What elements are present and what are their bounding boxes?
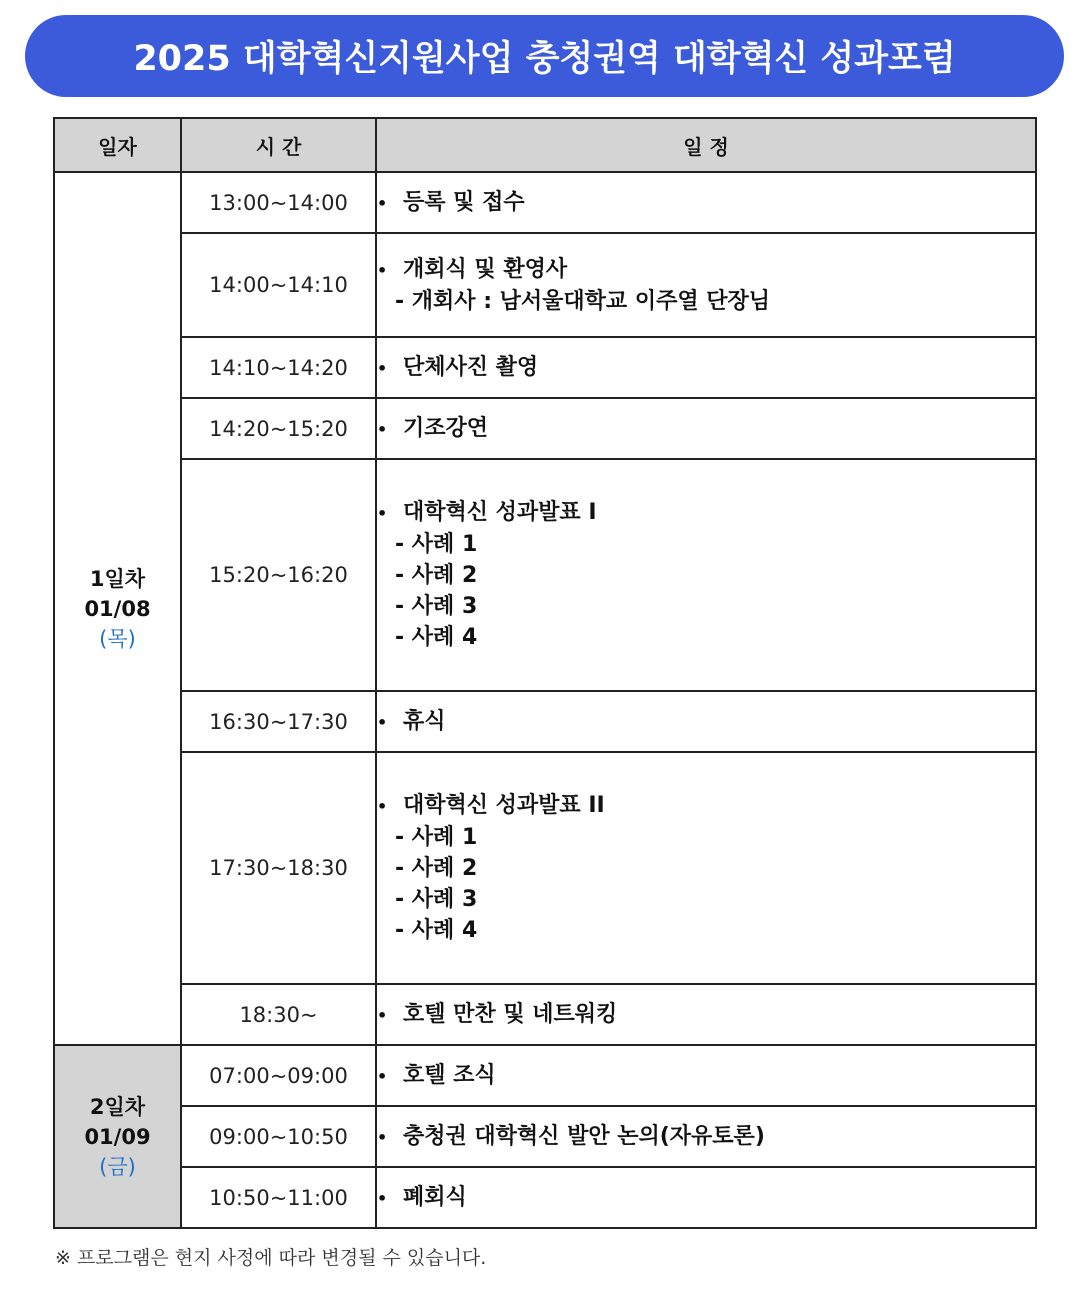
bullet-icon: • bbox=[377, 358, 388, 378]
program-sub-item: - 사례 1 bbox=[395, 825, 478, 850]
day-weekday: (금) bbox=[99, 1154, 136, 1179]
program-item bbox=[377, 187, 1035, 219]
table-row bbox=[54, 398, 1036, 459]
program-item bbox=[377, 254, 1035, 286]
title-banner bbox=[25, 15, 1064, 97]
program-cell bbox=[376, 398, 1036, 459]
table-header-row bbox=[54, 118, 1036, 172]
day-date: 01/09 bbox=[84, 1124, 151, 1149]
program-item bbox=[377, 1121, 1035, 1153]
header-time: 시 간 bbox=[181, 118, 376, 172]
program-sub-item: - 사례 4 bbox=[395, 625, 478, 650]
program-item bbox=[377, 706, 1035, 738]
schedule-table bbox=[53, 117, 1037, 1229]
program-item-label: 대학혁신 성과발표 II bbox=[403, 793, 605, 818]
bullet-icon: • bbox=[377, 712, 388, 732]
bullet-icon: • bbox=[377, 797, 388, 816]
program-item-label: 호텔 만찬 및 네트워킹 bbox=[403, 1001, 618, 1027]
program-item bbox=[377, 999, 1035, 1031]
program-item bbox=[377, 1182, 1035, 1214]
program-cell bbox=[376, 984, 1036, 1045]
program-cell bbox=[376, 691, 1036, 752]
time-cell: 16:30~17:30 bbox=[181, 691, 376, 752]
time-cell: 14:10~14:20 bbox=[181, 337, 376, 398]
bullet-icon: • bbox=[377, 504, 388, 523]
table-row bbox=[54, 1106, 1036, 1167]
program-sub-item: - 사례 3 bbox=[395, 594, 478, 619]
table-row bbox=[54, 1045, 1036, 1106]
day-cell bbox=[54, 172, 181, 1045]
program-sub-item: - 개회사 : 남서울대학교 이주열 단장님 bbox=[395, 288, 771, 314]
program-item-label: 대학혁신 성과발표 I bbox=[403, 500, 597, 525]
program-item-label: 휴식 bbox=[403, 708, 446, 734]
schedule-body bbox=[54, 172, 1036, 1228]
program-item bbox=[377, 413, 1035, 445]
time-cell: 18:30~ bbox=[181, 984, 376, 1045]
time-cell: 17:30~18:30 bbox=[181, 752, 376, 984]
program-item-label: 단체사진 촬영 bbox=[403, 354, 539, 380]
header-day: 일자 bbox=[54, 118, 181, 172]
program-item bbox=[377, 352, 1035, 384]
program-item-label: 호텔 조식 bbox=[403, 1062, 496, 1088]
table-row bbox=[54, 337, 1036, 398]
table-row bbox=[54, 172, 1036, 233]
bullet-icon: • bbox=[377, 419, 388, 439]
program-sub-item: - 사례 2 bbox=[395, 563, 478, 588]
program-item bbox=[377, 790, 1035, 822]
program-item bbox=[377, 1060, 1035, 1092]
program-item-label: 등록 및 접수 bbox=[403, 189, 525, 215]
header-program: 일 정 bbox=[376, 118, 1036, 172]
table-row bbox=[54, 984, 1036, 1045]
program-cell bbox=[376, 459, 1036, 691]
program-item-label: 폐회식 bbox=[403, 1184, 467, 1210]
day-label: 2일차 bbox=[89, 1094, 146, 1119]
time-cell: 14:00~14:10 bbox=[181, 233, 376, 337]
table-row bbox=[54, 459, 1036, 691]
bullet-icon: • bbox=[377, 1066, 388, 1086]
program-cell bbox=[376, 233, 1036, 337]
program-cell bbox=[376, 752, 1036, 984]
program-cell bbox=[376, 172, 1036, 233]
day-cell bbox=[54, 1045, 181, 1228]
program-item-label: 개회식 및 환영사 bbox=[403, 256, 568, 282]
time-cell: 13:00~14:00 bbox=[181, 172, 376, 233]
program-sub-item: - 사례 1 bbox=[395, 532, 478, 557]
program-cell bbox=[376, 1045, 1036, 1106]
table-row bbox=[54, 233, 1036, 337]
program-item-label: 기조강연 bbox=[403, 415, 489, 441]
page-title: 2025 대학혁신지원사업 충청권역 대학혁신 성과포럼 bbox=[133, 39, 956, 79]
program-sub-item: - 사례 2 bbox=[395, 856, 478, 881]
time-cell: 07:00~09:00 bbox=[181, 1045, 376, 1106]
table-row bbox=[54, 752, 1036, 984]
program-cell bbox=[376, 1106, 1036, 1167]
bullet-icon: • bbox=[377, 260, 388, 280]
program-sub-item: - 사례 3 bbox=[395, 887, 478, 912]
day-date: 01/08 bbox=[84, 596, 151, 621]
program-sub-item: - 사례 4 bbox=[395, 918, 478, 943]
footnote: ※ 프로그램은 현지 사정에 따라 변경될 수 있습니다. bbox=[55, 1247, 487, 1269]
table-row bbox=[54, 1167, 1036, 1228]
time-cell: 14:20~15:20 bbox=[181, 398, 376, 459]
day-weekday: (목) bbox=[99, 626, 136, 651]
time-cell: 10:50~11:00 bbox=[181, 1167, 376, 1228]
bullet-icon: • bbox=[377, 1005, 388, 1025]
bullet-icon: • bbox=[377, 193, 388, 213]
time-cell: 09:00~10:50 bbox=[181, 1106, 376, 1167]
bullet-icon: • bbox=[377, 1127, 388, 1147]
time-cell: 15:20~16:20 bbox=[181, 459, 376, 691]
program-cell bbox=[376, 337, 1036, 398]
bullet-icon: • bbox=[377, 1188, 388, 1208]
day-label: 1일차 bbox=[89, 566, 146, 591]
program-item bbox=[377, 497, 1035, 529]
program-item-label: 충청권 대학혁신 발안 논의(자유토론) bbox=[403, 1123, 765, 1149]
table-row bbox=[54, 691, 1036, 752]
program-cell bbox=[376, 1167, 1036, 1228]
